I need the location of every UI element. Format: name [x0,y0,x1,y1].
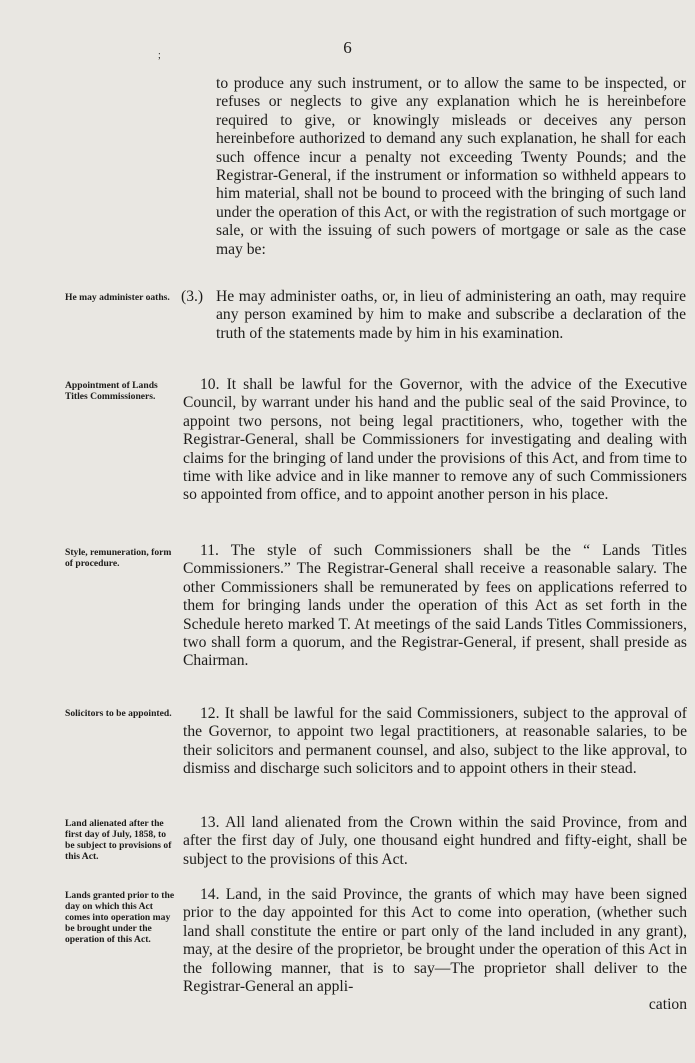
margin-note: Style, remuneration, form of procedure. [65,547,172,569]
section-paragraph [181,288,686,343]
section-text: Land, in the said Province, the grants of which may have been signed prior to the day appointed for this Act to come into operation, (whether such land shall constitute the entire or part only of the land included in any grant), may, at the desire of the proprietor, be brought under the operation of this Act in the following manner, that is to say—The proprietor shall deliver to the Registrar-General an appli- [183,886,687,996]
section-number: 12. [200,705,220,722]
margin-note: Land alienated after the first day of July, 1858, to be subject to provisions of this Act. [65,818,172,862]
section-paragraph [183,705,687,779]
section-text: All land alienated from the Crown within the said Province, from and after the first day of July, one thousand eight hundred and fifty-eight, shall be subject to the provisions of this Act. [183,814,687,868]
margin-note: Solicitors to be appointed. [65,708,172,719]
section-text: He may administer oaths, or, in lieu of administering an oath, may require any person examined by him to make and subscribe a declaration of the truth of the statements made by him in his examination. [216,288,686,342]
section-text: It shall be lawful for the Governor, with the advice of the Executive Council, by warrant under his hand and the public seal of the said Province, to appoint two persons, not being legal practitioners, who, together with the Registrar-General, shall be Commissioners for investigating and dealing with claims for the bringing of land under the provisions of this Act, and from time to time with like advice and in like manner to remove any of such Commissioners so appointed from office, and to appoint another person in his place. [183,376,687,504]
catchword: cation [648,996,687,1014]
section-number: 14. [200,886,220,903]
section-paragraph [183,376,687,505]
margin-note: Appointment of Lands Titles Commissioners. [65,380,158,402]
continuation-paragraph: to produce any such instrument, or to allow the same to be inspected, or refuses or neglects to give any explanation which he is hereinbefore required to give, or knowingly misleads or deceives any person hereinbefore authorized to demand any such explanation, he shall for each such offence incur a penalty not exceeding Twenty Pounds; and the Registrar-General, if the instrument or information so withheld appears to him material, shall not be bound to proceed with the bringing of such land under the operation of this Act, or with the registration of such mortgage or sale, or with the issuing of such powers of mortgage or sale as the case may be: [216,75,686,258]
section-paragraph [183,886,687,1015]
section-paragraph [183,814,687,869]
page-number: 6 [343,38,352,57]
section-number: 10. [200,376,220,393]
section-number: (3.) [181,288,204,305]
section-number: 11. [200,542,219,559]
section-text: It shall be lawful for the said Commissioners, subject to the approval of the Governor, to appoint two legal practitioners, at reasonable salaries, to be their solicitors and permanent counsel, and also, subject to the like approval, to dismiss and discharge such solicitors and to appoint others in their stead. [183,705,687,778]
section-number: 13. [200,814,220,831]
margin-note: He may administer oaths. [65,292,170,303]
section-text: The style of such Commissioners shall be the “ Lands Titles Commissioners.” The Registrar-General shall receive a reasonable salary. The other Commissioners shall be remunerated by fees on applications referred to them for bringing lands under the operation of this Act as set forth in the Schedule hereto marked T. At meetings of the said Lands Titles Commissioners, two shall form a quorum, and the Registrar-General, if present, shall preside as Chairman. [183,542,687,670]
section-paragraph [183,542,687,671]
margin-note: Lands granted prior to the day on which this Act comes into operation may be brought under the operation of this Act. [65,890,175,945]
page-mark: ; [158,50,161,61]
